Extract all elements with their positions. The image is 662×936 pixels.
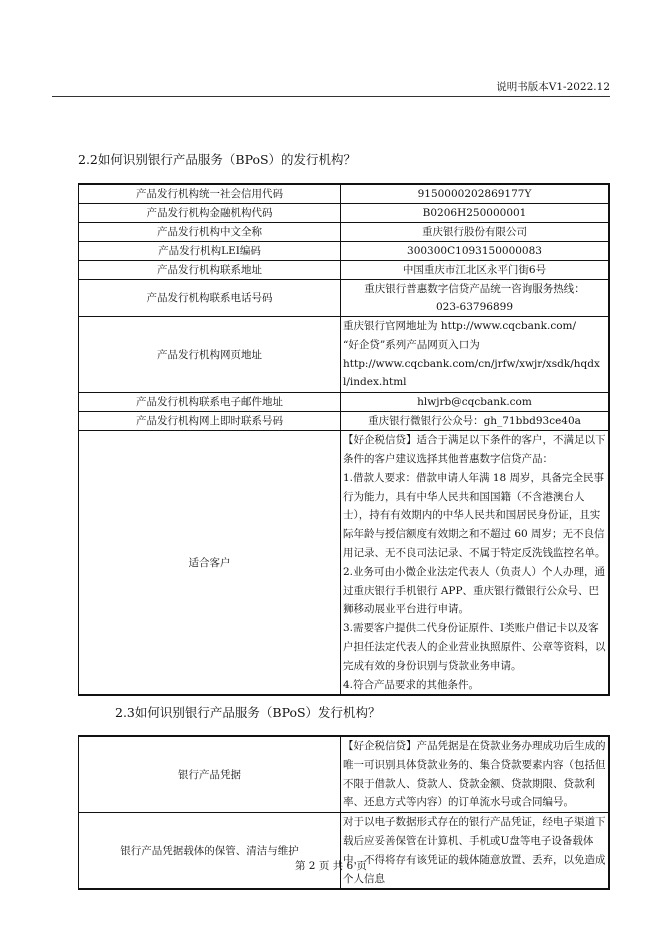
issuer-table bbox=[78, 183, 610, 696]
row-value: 【好企税信贷】产品凭据是在贷款业务办理成功后生成的唯一可识别具体贷款业务的、集合贷款要素内容（包括但不限于借款人、贷款人、贷款金额、贷款期限、贷款利率、还息方式等内容）的订单流水号或合同编号。 bbox=[341, 736, 610, 813]
row-label: 产品发行机构LEI编码 bbox=[79, 242, 341, 261]
row-label: 产品发行机构联系地址 bbox=[79, 261, 341, 280]
product-entry-text: “好企贷”系列产品网页入口为 bbox=[343, 338, 480, 351]
customer-paragraph: 3.需要客户提供二代身份证原件、Ⅰ类账户借记卡以及客户担任法定代表人的企业营业执照原件、公章等资料，以完成有效的身份识别与贷款业务申请。 bbox=[343, 622, 606, 672]
row-label: 银行产品凭据 bbox=[79, 736, 341, 813]
row-label: 银行产品凭据载体的保管、清洁与维护 bbox=[79, 813, 341, 890]
row-label: 产品发行机构中文全称 bbox=[79, 223, 341, 242]
table-row bbox=[79, 813, 610, 890]
row-label: 产品发行机构金融机构代码 bbox=[79, 204, 341, 223]
row-value: 9150000202869177Y bbox=[341, 184, 610, 204]
product-link[interactable]: http://www.cqcbank.com/cn/jrfw/xwjr/xsdk/hqdxl/index.html bbox=[343, 357, 600, 389]
email-link[interactable]: hlwjrb@cqcbank.com bbox=[341, 393, 610, 412]
row-value bbox=[341, 431, 610, 696]
table-row bbox=[79, 261, 610, 280]
website-link[interactable]: 重庆银行官网地址为 http://www.cqcbank.com/ bbox=[343, 320, 577, 332]
table-row bbox=[79, 223, 610, 242]
row-value: 300300C1093150000083 bbox=[341, 242, 610, 261]
row-value bbox=[341, 280, 610, 317]
row-value: 对于以电子数据形式存在的银行产品凭证，经电子渠道下载后应妥善保管在计算机、手机或U盘等电子设备载体中，不得将存有该凭证的载体随意放置、丢弃，以免造成个人信息 bbox=[341, 813, 610, 890]
table-row bbox=[79, 242, 610, 261]
page-number: 第 2 页 共 6 页 bbox=[294, 860, 368, 872]
row-label: 产品发行机构联系电话号码 bbox=[79, 280, 341, 317]
row-label: 产品发行机构网页地址 bbox=[79, 317, 341, 393]
table-row bbox=[79, 736, 610, 813]
customer-paragraph: 2.业务可由小微企业法定代表人（负责人）个人办理，通过重庆银行手机银行 APP、重庆银行微银行公众号、巴狮移动展业平台进行申请。 bbox=[343, 565, 606, 616]
row-value: B0206H250000001 bbox=[341, 204, 610, 223]
row-value: 重庆银行微银行公众号：gh_71bbd93ce40a bbox=[341, 412, 610, 431]
hotline-number: 023-63796899 bbox=[435, 301, 514, 313]
customer-paragraph: 4.符合产品要求的其他条件。 bbox=[343, 678, 480, 691]
row-value: 中国重庆市江北区永平门街6号 bbox=[341, 261, 610, 280]
row-label: 适合客户 bbox=[79, 431, 341, 696]
header-divider bbox=[52, 96, 610, 97]
table-row bbox=[79, 393, 610, 412]
customer-paragraph: 1.借款人要求：借款申请人年满 18 周岁，具备完全民事行为能力，具有中华人民共和国国籍（不含港澳台人士），持有有效期内的中华人民共和国居民身份证，且实际年龄与授信额度有效期之和不超过 60 周岁；无不良信用记录、无不良司法记录、不属于特定反洗钱监控名单。 bbox=[343, 471, 606, 559]
table-row bbox=[79, 280, 610, 317]
version-header: 说明书版本V1-2022.12 bbox=[496, 81, 610, 93]
customer-paragraph: 【好企税信贷】适合于满足以下条件的客户，不满足以下条件的客户建议选择其他普惠数字信贷产品： bbox=[343, 434, 606, 465]
hotline-text: 重庆银行普惠数字信贷产品统一咨询服务热线： bbox=[364, 283, 585, 295]
table-row bbox=[79, 204, 610, 223]
table-row bbox=[79, 412, 610, 431]
table-row bbox=[79, 184, 610, 204]
row-label: 产品发行机构联系电子邮件地址 bbox=[79, 393, 341, 412]
row-value: 重庆银行股份有限公司 bbox=[341, 223, 610, 242]
row-value bbox=[341, 317, 610, 393]
section-heading-2-3: 2.3如何识别银行产品服务（BPoS）发行机构？ bbox=[115, 705, 381, 720]
table-row bbox=[79, 431, 610, 696]
row-label: 产品发行机构网上即时联系号码 bbox=[79, 412, 341, 431]
section-heading-2-2: 2.2如何识别银行产品服务（BPoS）的发行机构？ bbox=[78, 152, 357, 167]
table-row bbox=[79, 317, 610, 393]
row-label: 产品发行机构统一社会信用代码 bbox=[79, 184, 341, 204]
